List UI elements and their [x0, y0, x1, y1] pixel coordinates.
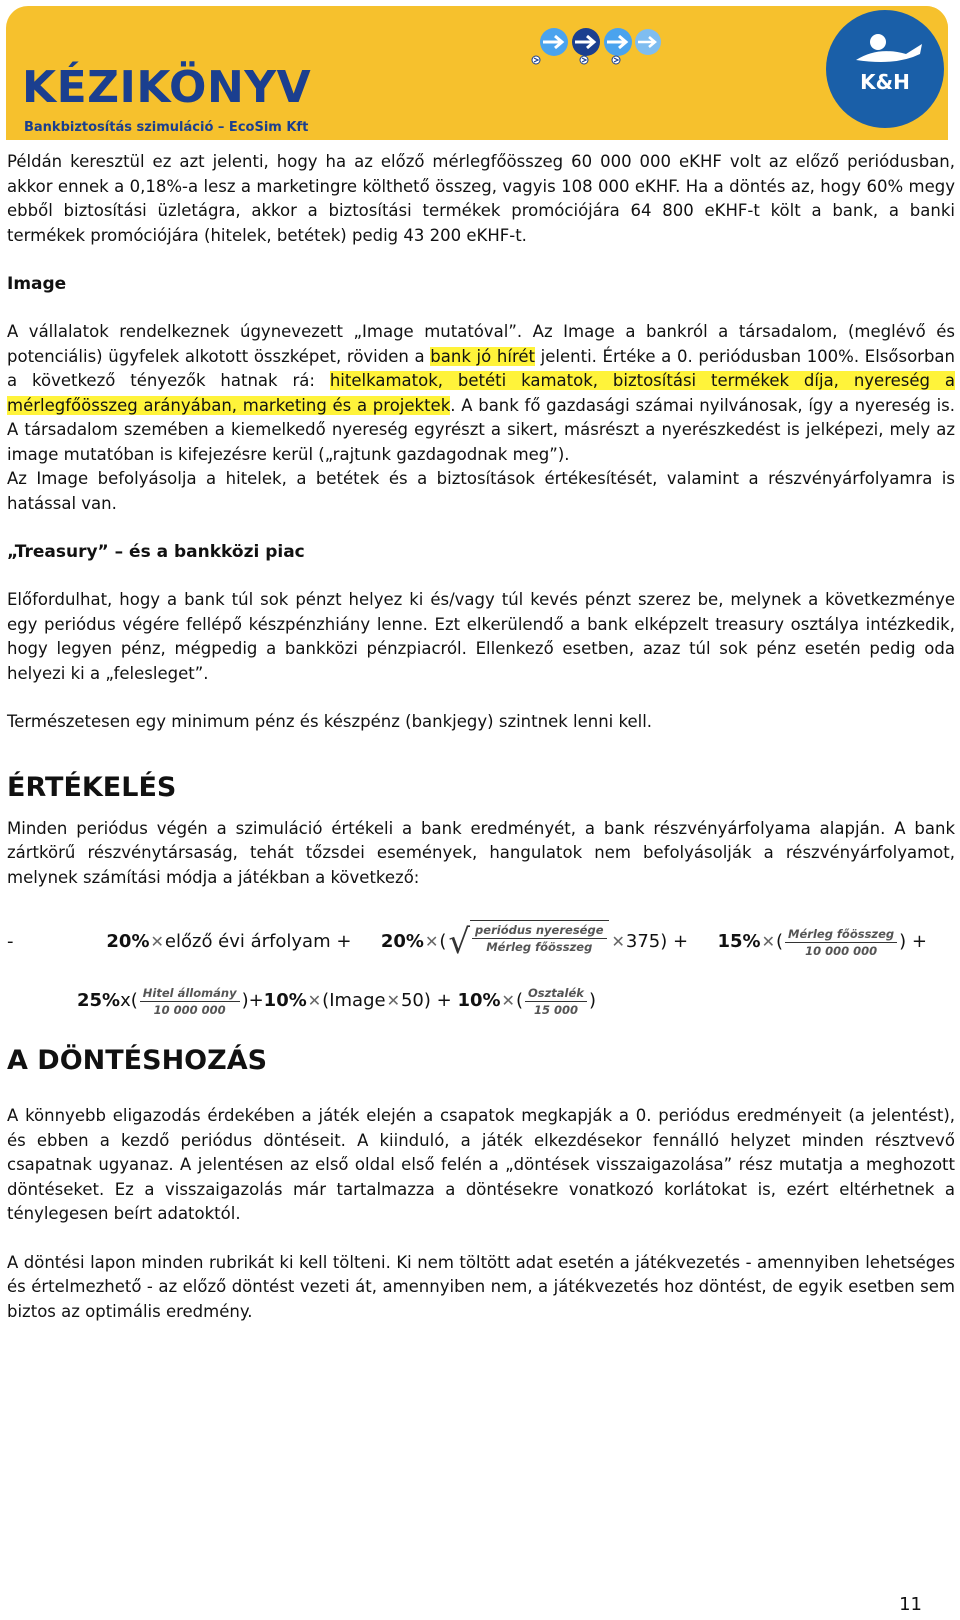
small-arrow-icon	[580, 56, 588, 64]
decision-paragraph-2: A döntési lapon minden rubrikát ki kell tölteni. Ki nem töltött adat esetén a játékvezetés - amennyiben lehetséges és értelmezhető - az előző döntést vezeti át, amennyiben nem, a játékvezetés hoz döntést, de egyik esetben sem biztos az optimális eredmény.	[7, 1252, 955, 1321]
treasury-paragraph: Előfordulhat, hogy a bank túl sok pénzt helyez ki és/vagy túl kevés pénzt szerez be, melynek a következménye egy periódus végére fellépő készpénzhiány lenne. Ezt elkerülendő a bank elképzelt treasury osztálya intézkedik, hogy legyen pénz, mégpedig a bankközi pénzpiacról. Ellenkező esetben, azaz túl sok pénz esetén pedig oda helyezi ki a „felesleget”.	[7, 590, 955, 683]
dividend-fraction: $\frac{\text{Osztalék}}{15 000}$	[525, 986, 587, 1017]
profit-over-balance-fraction: $\frac{\text{periódus nyeresége}}{\text{Mérleg főösszeg}}$	[472, 923, 606, 964]
manual-title: KÉZIKÖNYV	[22, 62, 312, 113]
sqrt-symbol: √ $\frac{\text{periódus nyeresége}}{\text{Mérleg főösszeg}}$	[448, 920, 608, 964]
arrow-icon-3	[604, 28, 632, 56]
times-icon: ✕	[386, 990, 400, 1010]
header-band	[6, 6, 948, 140]
document-body	[7, 150, 955, 1324]
times-icon: ✕	[611, 931, 625, 951]
share-price-formula: - 20% ✕ előző évi árfolyam + 20% ✕ ( √ $\frac{\text{periódus nyeresége}}{\text{Mérleg főösszeg}}$ ✕ 375) + 15% ✕ ( $\frac{\text{Mérleg főösszeg}}{10 000 000}$ ) + 25% x ( $\frac{\text{Hitel állomány}}{10 000 000}$ )+ 10% ✕ (Image ✕ 50) + 10% ✕ ( $\frac{\text{Osztalék}}{15 000}$ )	[7, 922, 927, 1017]
kh-logo	[824, 6, 948, 140]
times-icon: ✕	[501, 990, 515, 1010]
treasury-heading: „Treasury” – és a bankközi piac	[7, 542, 305, 562]
times-icon: ✕	[761, 931, 775, 951]
small-arrow-icon	[532, 56, 540, 64]
highlight-reputation: bank jó hírét	[430, 346, 535, 366]
balance-fraction: $\frac{\text{Mérleg főösszeg}}{10 000 000}$	[785, 927, 897, 958]
evaluation-heading: ÉRTÉKELÉS	[7, 771, 177, 803]
arrow-icon-1	[540, 28, 568, 56]
image-heading: Image	[7, 274, 67, 294]
logo-text: K&H	[860, 70, 910, 94]
formula-dash: -	[7, 930, 14, 952]
logo-circle	[826, 10, 944, 128]
decision-heading: A DÖNTÉSHOZÁS	[7, 1045, 268, 1076]
image-paragraph-2: Az Image befolyásolja a hitelek, a betétek és a biztosítások értékesítését, valamint a részvényárfolyamra is hatással van.	[7, 469, 955, 513]
loan-fraction: $\frac{\text{Hitel állomány}}{10 000 000}$	[140, 986, 240, 1017]
arrow-icon-4	[635, 29, 661, 55]
decision-paragraph: A könnyebb eligazodás érdekében a játék elején a csapatok megkapják a 0. periódus eredményeit (a jelentést), és ebben a kezdő periódus döntéseit. A kiinduló, a játék elkezdésekor fennálló helyzet minden résztvevő csapatnak ugyanaz. A jelentésen az első oldal első felén a „döntések visszaigazolása” rész mutatja a meghozott döntéseket. Ez a visszaigazolás már tartalmazza a döntésekre vonatkozó korlátokat is, ezért eltérhetnek a ténylegesen beírt adatoktól.	[7, 1106, 955, 1223]
times-icon: ✕	[307, 990, 322, 1010]
small-arrow-icon	[612, 56, 620, 64]
image-paragraph: A vállalatok rendelkeznek úgynevezett „Image mutatóval”. Az Image a bankról a társadalom, (meglévő és potenciális) ügyfelek alkotott összképet, röviden a bank jó hírét jelenti. Értéke a 0. periódusban 100%. Elsősorban a következő tényezők hatnak rá: hitelkamatok, betéti kamatok, biztosítási termékek díja, nyereség a mérlegfőösszeg arányában, marketing és a projektek. A bank fő gazdasági számai nyilvánosak, így a nyereség is. A társadalom szemében a kiemelkedő nyereség egyrészt a sikert, másrészt a nyerészkedést is jelképezi, mely az image mutatóban is kifejezésre kerül („rajtunk gazdagodnak meg”).	[7, 322, 955, 464]
manual-subtitle: Bankbiztosítás szimuláció – EcoSim Kft	[24, 120, 309, 135]
evaluation-paragraph: Minden periódus végén a szimuláció értékeli a bank eredményét, a bank részvényárfolyama alapján. A bank zártkörű részvénytársaság, tehát tőzsdei események, hangulatok nem befolyásolják a részvényárfolyamot, melynek számítási módja a játékban a következő:	[7, 818, 955, 887]
navigation-arrows-icon	[528, 28, 758, 88]
highlight-factors: hitelkamatok, betéti kamatok, biztosítási termékek díja, nyereség a mérlegfőösszeg arányában, marketing és a projektek	[7, 371, 955, 415]
arrow-icon-2	[572, 28, 600, 56]
page-number: 11	[899, 1594, 922, 1615]
treasury-paragraph-2: Természetesen egy minimum pénz és készpénz (bankjegy) szintnek lenni kell.	[7, 712, 653, 731]
times-icon: ✕	[150, 931, 164, 951]
example-paragraph: Példán keresztül ez azt jelenti, hogy ha az előző mérlegfőösszeg 60 000 000 eKHF volt az előző periódusban, akkor ennek a 0,18%-a lesz a marketingre költhető összeg, vagyis 108 000 eKHF. Ha a döntés az, hogy 60% megy ebből biztosítási üzletágra, akkor a biztosítási termékek promóciójára 64 800 eKHF-t költ a bank, a banki termékek promóciójára (hitelek, betétek) pedig 43 200 eKHF-t.	[7, 152, 955, 245]
times-icon: ✕	[424, 931, 439, 951]
